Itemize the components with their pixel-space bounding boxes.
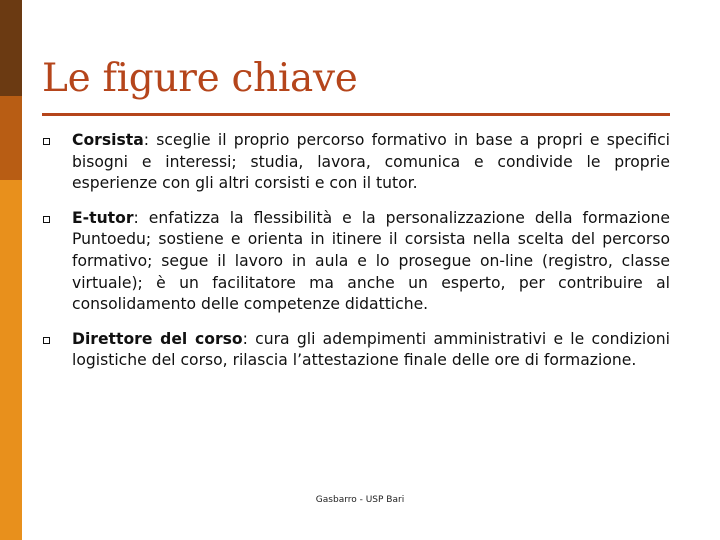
- slide-title: Le figure chiave: [42, 56, 358, 101]
- bullet-list: [40, 130, 670, 372]
- side-bar-segment-dark: [0, 0, 22, 96]
- bullet-text: : sceglie il proprio percorso formativo in base a propri e specifici bisogni e interessi; studia, lavora, comunica e condivide le proprie esperienze con gli altri corsisti e con il tutor.: [72, 131, 670, 193]
- hollow-square-icon: [43, 337, 50, 344]
- side-accent-bar: [0, 0, 22, 540]
- bullet-term: Corsista: [72, 131, 144, 149]
- side-bar-segment-mid: [0, 96, 22, 180]
- bullet-term: E-tutor: [72, 208, 134, 227]
- title-underline: [42, 113, 670, 116]
- bullet-term: Direttore del corso: [72, 329, 243, 348]
- slide-footer: Gasbarro - USP Bari: [315, 495, 405, 505]
- bullet-text: : enfatizza la flessibilità e la personalizzazione della formazione Puntoedu; sostiene e orienta in itinere il corsista nella scelta del percorso formativo; segue il lavoro in aula e lo prosegue on-line (registro, classe virtuale); è un facilitatore ma anche un esperto, per contribuire al consolidamento delle competenze didattiche.: [72, 208, 670, 314]
- bullet-item-e-tutor: [40, 208, 670, 316]
- hollow-square-icon: [43, 216, 50, 223]
- side-bar-segment-light: [0, 180, 22, 540]
- bullet-item-direttore: [40, 329, 670, 372]
- bullet-item-corsista: [40, 130, 670, 195]
- hollow-square-icon: [43, 138, 50, 145]
- bullet-text: : cura gli adempimenti amministrativi e le condizioni logistiche del corso, rilascia l’attestazione finale delle ore di formazione.: [72, 329, 670, 370]
